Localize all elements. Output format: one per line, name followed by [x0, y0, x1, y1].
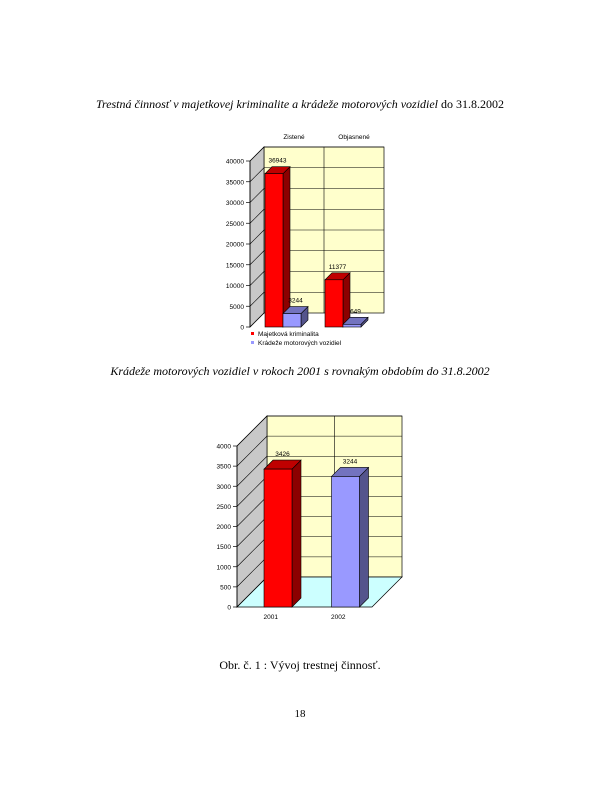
bar-2001-1 [264, 469, 292, 607]
y-tick-label: 30000 [225, 200, 244, 207]
legend-label-1: Majetková kriminalita [258, 331, 319, 338]
y-tick-label: 4000 [216, 443, 231, 451]
bar-2002-1-side [360, 467, 369, 607]
y-tick-label: 1000 [216, 564, 231, 572]
data-label: 649 [350, 308, 361, 316]
y-tick-label: 2000 [216, 524, 231, 531]
y-tick-label: 0 [227, 604, 231, 612]
bar-2001-1-side [292, 460, 301, 607]
y-tick-label: 35000 [225, 179, 244, 187]
figure-caption: Obr. č. 1 : Vývoj trestnej činnosť. [219, 658, 381, 672]
y-tick-label: 2500 [216, 503, 231, 511]
data-label: 3244 [342, 458, 358, 466]
y-tick-label: 25000 [225, 220, 244, 228]
data-label: 3426 [275, 451, 290, 459]
data-label: 36943 [268, 157, 287, 165]
y-tick-label: 1500 [216, 544, 231, 552]
x-category-label-2: 2002 [331, 614, 346, 621]
bar-2002-1 [332, 476, 360, 607]
y-tick-label: 500 [220, 584, 231, 592]
data-label: 3244 [288, 297, 303, 305]
chart2-heading-text: Krádeže motorových vozidiel v rokoch 2001 s rovnakým obdobím do 31.8.2002 [110, 364, 490, 378]
y-tick-label: 5000 [229, 303, 244, 311]
data-label: 11377 [328, 263, 347, 271]
x-category-label-1: 2001 [263, 614, 278, 621]
y-tick-label: 40000 [225, 158, 244, 166]
x-category-label-2: Objasnené [338, 134, 370, 141]
y-tick-label: 20000 [225, 241, 244, 249]
x-category-label-1: Zistené [283, 134, 305, 141]
y-tick-label: 3500 [216, 463, 231, 471]
chart1-heading-date: do 31.8.2002 [438, 97, 505, 111]
chart1-heading-italic: Trestná činnosť v majetkovej kriminalite a krádeže motorových vozidiel [95, 97, 439, 111]
y-tick-label: 0 [240, 324, 244, 332]
y-tick-label: 15000 [225, 262, 244, 270]
y-tick-label: 10000 [225, 283, 244, 290]
y-tick-label: 3000 [216, 483, 231, 491]
page-number: 18 [294, 708, 306, 720]
legend-label-2: Krádeže motorových vozidiel [258, 340, 342, 347]
